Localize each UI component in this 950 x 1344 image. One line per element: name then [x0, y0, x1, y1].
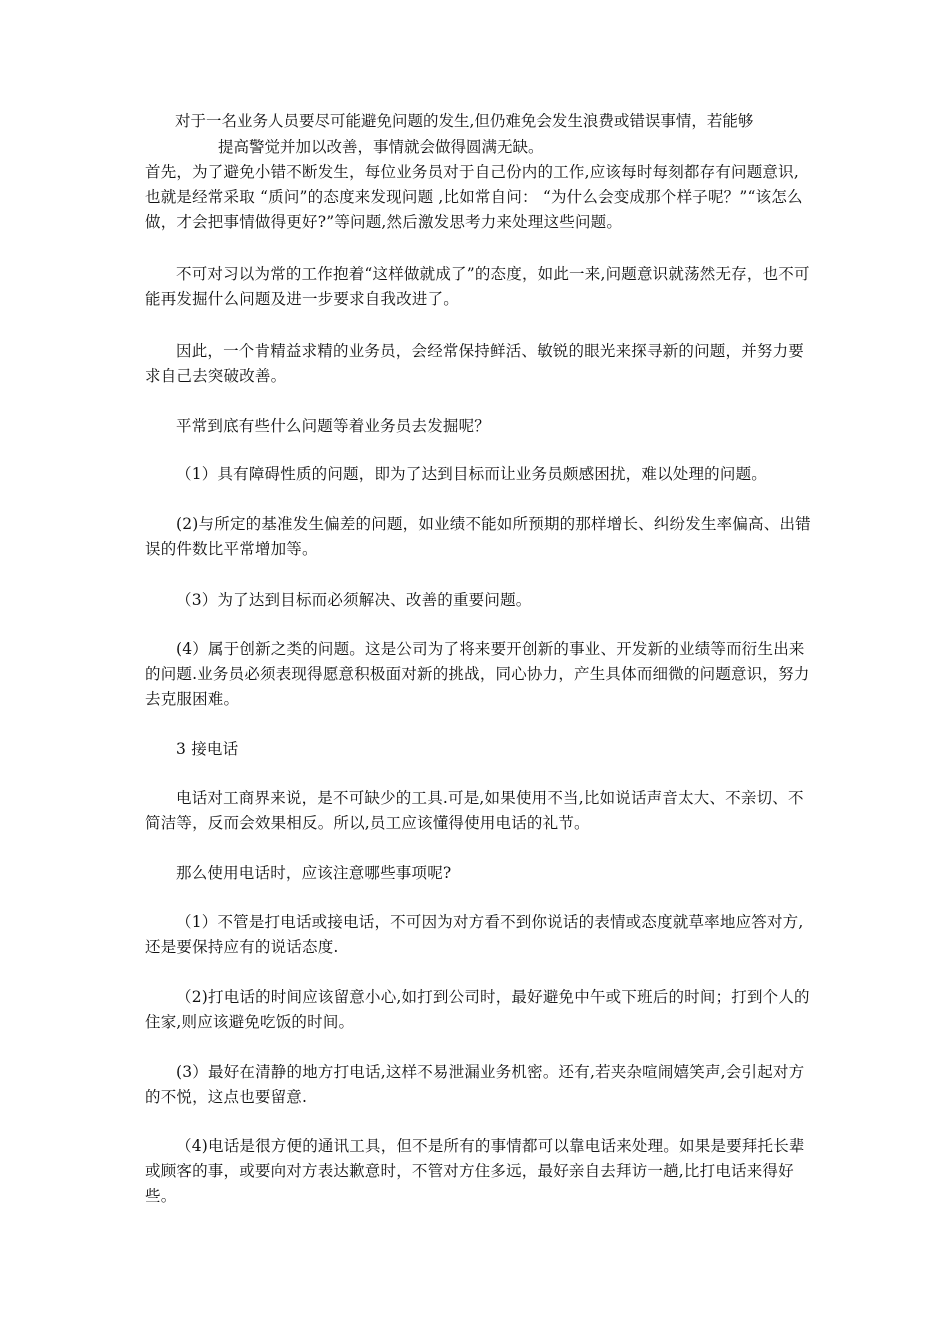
- list-item-3: （3）为了达到目标而必须解决、改善的重要问题。: [176, 591, 532, 609]
- list-item-2: (2)与所定的基准发生偏差的问题，如业绩不能如所预期的那样增长、纠纷发生率偏高、出错误的件数比平常增加等。: [145, 515, 811, 558]
- phone-item-3: (3）最好在清静的地方打电话,这样不易泄漏业务机密。还有,若夹杂喧闹嬉笑声,会引起对方的不悦，这点也要留意.: [145, 1063, 805, 1106]
- list-item-1: （1）具有障碍性质的问题，即为了达到目标而让业务员颇感困扰，难以处理的问题。: [176, 465, 767, 483]
- paragraph-5: 电话对工商界来说，是不可缺少的工具.可是,如果使用不当,比如说话声音太大、不亲切、不简洁等，反而会效果相反。所以,员工应该懂得使用电话的礼节。: [145, 789, 804, 832]
- paragraph-4: 平常到底有些什么问题等着业务员去发掘呢？: [176, 417, 491, 435]
- intro-line-2: 提高警觉并加以改善，事情就会做得圆满无缺。: [218, 138, 544, 156]
- phone-item-1: （1）不管是打电话或接电话，不可因为对方看不到你说话的表情或态度就草率地应答对方,还是要保持应有的说话态度.: [145, 913, 804, 956]
- intro-line-1: 对于一名业务人员要尽可能避免问题的发生,但仍难免会发生浪费或错误事情，若能够: [175, 112, 754, 130]
- phone-item-4: （4)电话是很方便的通讯工具，但不是所有的事情都可以靠电话来处理。如果是要拜托长辈或顾客的事，或要向对方表达歉意时，不管对方住多远，最好亲自去拜访一趟,比打电话来得好些。: [145, 1137, 805, 1205]
- paragraph-2: 不可对习以为常的工作抱着“这样做就成了”的态度，如此一来,问题意识就荡然无存，也不可能再发掘什么问题及进一步要求自我改进了。: [145, 265, 810, 308]
- section-heading: 3 接电话: [176, 740, 239, 758]
- list-item-4: (4）属于创新之类的问题。这是公司为了将来要开创新的事业、开发新的业绩等而衍生出来的问题.业务员必须表现得愿意积极面对新的挑战，同心协力，产生具体而细微的问题意识，努力去克服困难。: [145, 640, 810, 708]
- paragraph-1: 首先，为了避免小错不断发生，每位业务员对于自己份内的工作,应该每时每刻都存有问题意识,也就是经常采取 “质问”的态度来发现问题 ,比如常自问： “为什么会变成那个样子呢？”“该怎么做，才会把事情做得更好?”等问题,然后激发思考力来处理这些问题。: [145, 163, 803, 231]
- phone-item-2: （2)打电话的时间应该留意小心,如打到公司时，最好避免中午或下班后的时间；打到个人的住家,则应该避免吃饭的时间。: [145, 988, 810, 1031]
- paragraph-6: 那么使用电话时，应该注意哪些事项呢?: [176, 864, 452, 882]
- paragraph-3: 因此，一个肯精益求精的业务员，会经常保持鲜活、敏锐的眼光来探寻新的问题，并努力要求自己去突破改善。: [145, 342, 805, 385]
